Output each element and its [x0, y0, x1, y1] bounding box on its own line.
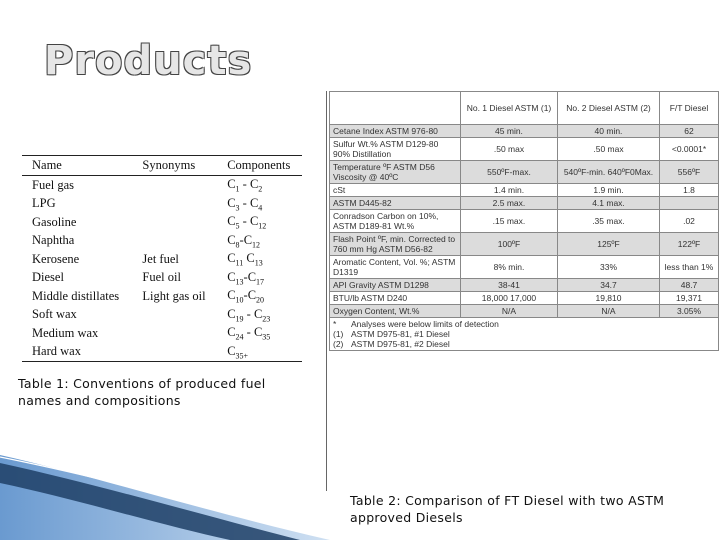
fuel-name-cell: Gasoline — [32, 214, 77, 229]
table2-row — [330, 233, 719, 256]
diesel-comparison-table — [329, 91, 719, 351]
fuel-components-cell — [217, 250, 302, 269]
ft-diesel-cell: 48.7 — [660, 279, 719, 292]
table1-header-synonyms: Synonyms — [132, 156, 217, 176]
carbon-subscript: 12 — [252, 240, 261, 249]
fuel-synonym-cell: Jet fuel — [142, 251, 179, 266]
property-cell: Flash Point ºF, min. Corrected to 760 mm Hg ASTM D56-82 — [330, 233, 461, 256]
carbon-text: C — [227, 195, 236, 210]
carbon-text: C — [227, 251, 236, 265]
table2-row — [330, 305, 719, 318]
table1-row — [22, 324, 302, 343]
table2-header-blank — [330, 92, 461, 125]
fuel-synonym-cell — [132, 232, 217, 251]
carbon-subscript: 3 — [235, 203, 240, 212]
footnote-mark: * — [333, 319, 337, 329]
carbon-subscript: 24 — [235, 332, 244, 342]
carbon-text: - C — [239, 214, 259, 228]
decorative-swoosh — [0, 455, 720, 540]
no2-diesel-cell: 540ºF-min. 640ºF0Max. — [557, 161, 659, 184]
property-cell: Temperature ºF ASTM D56 Viscosity @ 40ºC — [330, 161, 461, 184]
no2-diesel-cell: .35 max. — [557, 210, 659, 233]
ft-diesel-cell — [660, 197, 719, 210]
diesel-comparison-panel — [326, 91, 720, 351]
fuel-name-cell: Fuel gas — [32, 177, 75, 192]
carbon-subscript: 13 — [235, 277, 244, 286]
carbon-subscript: 13 — [254, 258, 263, 268]
no1-diesel-cell: 38-41 — [461, 279, 558, 292]
fuel-components-cell — [217, 195, 302, 214]
table2-footnotes-row — [330, 318, 719, 351]
fuel-components-cell — [217, 213, 302, 232]
carbon-subscript: 20 — [256, 295, 265, 305]
property-cell: API Gravity ASTM D1298 — [330, 279, 461, 292]
carbon-text: - C — [239, 195, 259, 210]
table2-row — [330, 161, 719, 184]
carbon-text: C — [227, 306, 236, 321]
carbon-text: - C — [243, 325, 263, 339]
property-cell: BTU/lb ASTM D240 — [330, 292, 461, 305]
carbon-text: C — [227, 214, 236, 228]
no2-diesel-cell: 34.7 — [557, 279, 659, 292]
carbon-subscript: 35+ — [235, 351, 249, 360]
fuel-names-table — [22, 155, 302, 362]
ft-diesel-cell: 1.8 — [660, 184, 719, 197]
fuel-synonym-cell: Fuel oil — [142, 270, 181, 285]
table2-row — [330, 292, 719, 305]
carbon-text: C — [227, 269, 236, 284]
fuel-synonym-cell — [132, 343, 217, 362]
carbon-subscript: 4 — [258, 203, 263, 212]
table2-footnotes — [330, 318, 719, 351]
carbon-text: -C — [243, 269, 257, 284]
no2-diesel-cell: 33% — [557, 256, 659, 279]
ft-diesel-cell: 19,371 — [660, 292, 719, 305]
fuel-name-cell: Hard wax — [22, 343, 132, 362]
table1-row — [22, 269, 302, 288]
footnote-mark: (2) — [333, 339, 344, 349]
fuel-components-cell — [217, 324, 302, 343]
fuel-components-cell — [217, 287, 302, 306]
table1-header-components: Components — [217, 156, 302, 176]
table2-row — [330, 184, 719, 197]
fuel-components-cell — [217, 269, 302, 288]
table2-row — [330, 197, 719, 210]
table1-row — [22, 213, 302, 232]
footnote — [333, 329, 715, 339]
table2-caption: Table 2: Comparison of FT Diesel with two ASTM approved Diesels — [350, 493, 665, 525]
no1-diesel-cell: 45 min. — [461, 125, 558, 138]
fuel-synonym-cell — [132, 195, 217, 214]
footnote-mark: (1) — [333, 329, 344, 339]
no2-diesel-cell: N/A — [557, 305, 659, 318]
no1-diesel-cell: 100ºF — [461, 233, 558, 256]
carbon-text: C — [227, 325, 236, 339]
slide-title: Products — [44, 38, 253, 84]
fuel-synonym-cell — [132, 213, 217, 232]
table2-header-ft: F/T Diesel — [660, 92, 719, 125]
no2-diesel-cell: 125ºF — [557, 233, 659, 256]
carbon-subscript: 23 — [262, 314, 271, 323]
fuel-name-cell: LPG — [32, 196, 56, 211]
carbon-text: C — [243, 251, 255, 265]
table2-row — [330, 210, 719, 233]
no1-diesel-cell: 8% min. — [461, 256, 558, 279]
fuel-name-cell: Diesel — [32, 270, 64, 285]
fuel-synonym-cell: Light gas oil — [142, 288, 206, 303]
carbon-subscript: 10 — [235, 295, 244, 305]
carbon-subscript: 1 — [235, 184, 240, 194]
ft-diesel-cell: less than 1% — [660, 256, 719, 279]
carbon-subscript: 5 — [235, 221, 240, 231]
carbon-subscript: 19 — [235, 314, 244, 323]
table1-row — [22, 343, 302, 362]
no1-diesel-cell: N/A — [461, 305, 558, 318]
no2-diesel-cell: 4.1 max. — [557, 197, 659, 210]
footnote — [333, 339, 715, 349]
table2-header-no2: No. 2 Diesel ASTM (2) — [557, 92, 659, 125]
property-cell: cSt — [330, 184, 461, 197]
fuel-components-cell — [217, 232, 302, 251]
carbon-text: -C — [239, 232, 253, 247]
carbon-text: - C — [239, 177, 259, 191]
property-cell: ASTM D445-82 — [330, 197, 461, 210]
carbon-subscript: 17 — [256, 277, 265, 286]
table2-row — [330, 138, 719, 161]
no1-diesel-cell: 2.5 max. — [461, 197, 558, 210]
carbon-subscript: 11 — [235, 258, 244, 268]
footnote — [333, 319, 715, 329]
no2-diesel-cell: 1.9 min. — [557, 184, 659, 197]
fuel-synonym-cell — [132, 176, 217, 195]
no1-diesel-cell: .50 max — [461, 138, 558, 161]
no2-diesel-cell: 40 min. — [557, 125, 659, 138]
no1-diesel-cell: .15 max. — [461, 210, 558, 233]
ft-diesel-cell: 62 — [660, 125, 719, 138]
table1-body — [22, 176, 302, 362]
carbon-text: C — [227, 232, 236, 247]
property-cell: Cetane Index ASTM 976-80 — [330, 125, 461, 138]
fuel-components-cell — [217, 343, 302, 362]
ft-diesel-cell: 556ºF — [660, 161, 719, 184]
table1-row — [22, 306, 302, 325]
property-cell: Sulfur Wt.% ASTM D129-80 90% Distillation — [330, 138, 461, 161]
fuel-components-cell — [217, 306, 302, 325]
property-cell: Oxygen Content, Wt.% — [330, 305, 461, 318]
table1-row — [22, 287, 302, 306]
fuel-name-cell: Medium wax — [32, 325, 99, 340]
footnote-text: ASTM D975-81, #2 Diesel — [351, 339, 450, 349]
table1-header-name: Name — [22, 156, 132, 176]
carbon-text: C — [227, 177, 236, 191]
fuel-name-cell: Soft wax — [32, 307, 77, 322]
footnote-text: ASTM D975-81, #1 Diesel — [351, 329, 450, 339]
ft-diesel-cell: .02 — [660, 210, 719, 233]
ft-diesel-cell: 122ºF — [660, 233, 719, 256]
no2-diesel-cell: 19,810 — [557, 292, 659, 305]
no1-diesel-cell: 550ºF-max. — [461, 161, 558, 184]
property-cell: Conradson Carbon on 10%, ASTM D189-81 Wt.% — [330, 210, 461, 233]
no2-diesel-cell: .50 max — [557, 138, 659, 161]
ft-diesel-cell: <0.0001* — [660, 138, 719, 161]
table1-row — [22, 232, 302, 251]
table2-header-row — [330, 92, 719, 125]
carbon-text: -C — [243, 288, 257, 302]
table2-row — [330, 256, 719, 279]
table1-row — [22, 250, 302, 269]
table2-header-no1: No. 1 Diesel ASTM (1) — [461, 92, 558, 125]
ft-diesel-cell: 3.05% — [660, 305, 719, 318]
table1-caption: Table 1: Conventions of produced fuel names and compositions — [18, 376, 266, 408]
table1-row — [22, 176, 302, 195]
table1-header-row — [22, 156, 302, 176]
table2-row — [330, 125, 719, 138]
table1-row — [22, 195, 302, 214]
fuel-name-cell: Middle distillates — [32, 288, 120, 303]
no1-diesel-cell: 18,000 17,000 — [461, 292, 558, 305]
fuel-name-cell: Naphtha — [32, 233, 75, 248]
table2-row — [330, 279, 719, 292]
footnote-text: Analyses were below limits of detection — [351, 319, 499, 329]
carbon-subscript: 2 — [258, 184, 263, 194]
carbon-subscript: 12 — [258, 221, 267, 231]
fuel-synonym-cell — [132, 324, 217, 343]
carbon-subscript: 35 — [262, 332, 271, 342]
no1-diesel-cell: 1.4 min. — [461, 184, 558, 197]
carbon-text: - C — [243, 306, 263, 321]
carbon-subscript: 8 — [235, 240, 240, 249]
fuel-components-cell — [217, 176, 302, 195]
carbon-text: C — [227, 288, 236, 302]
fuel-name-cell: Kerosene — [32, 251, 80, 266]
fuel-synonym-cell — [132, 306, 217, 325]
property-cell: Aromatic Content, Vol. %; ASTM D1319 — [330, 256, 461, 279]
carbon-text: C — [227, 343, 236, 358]
